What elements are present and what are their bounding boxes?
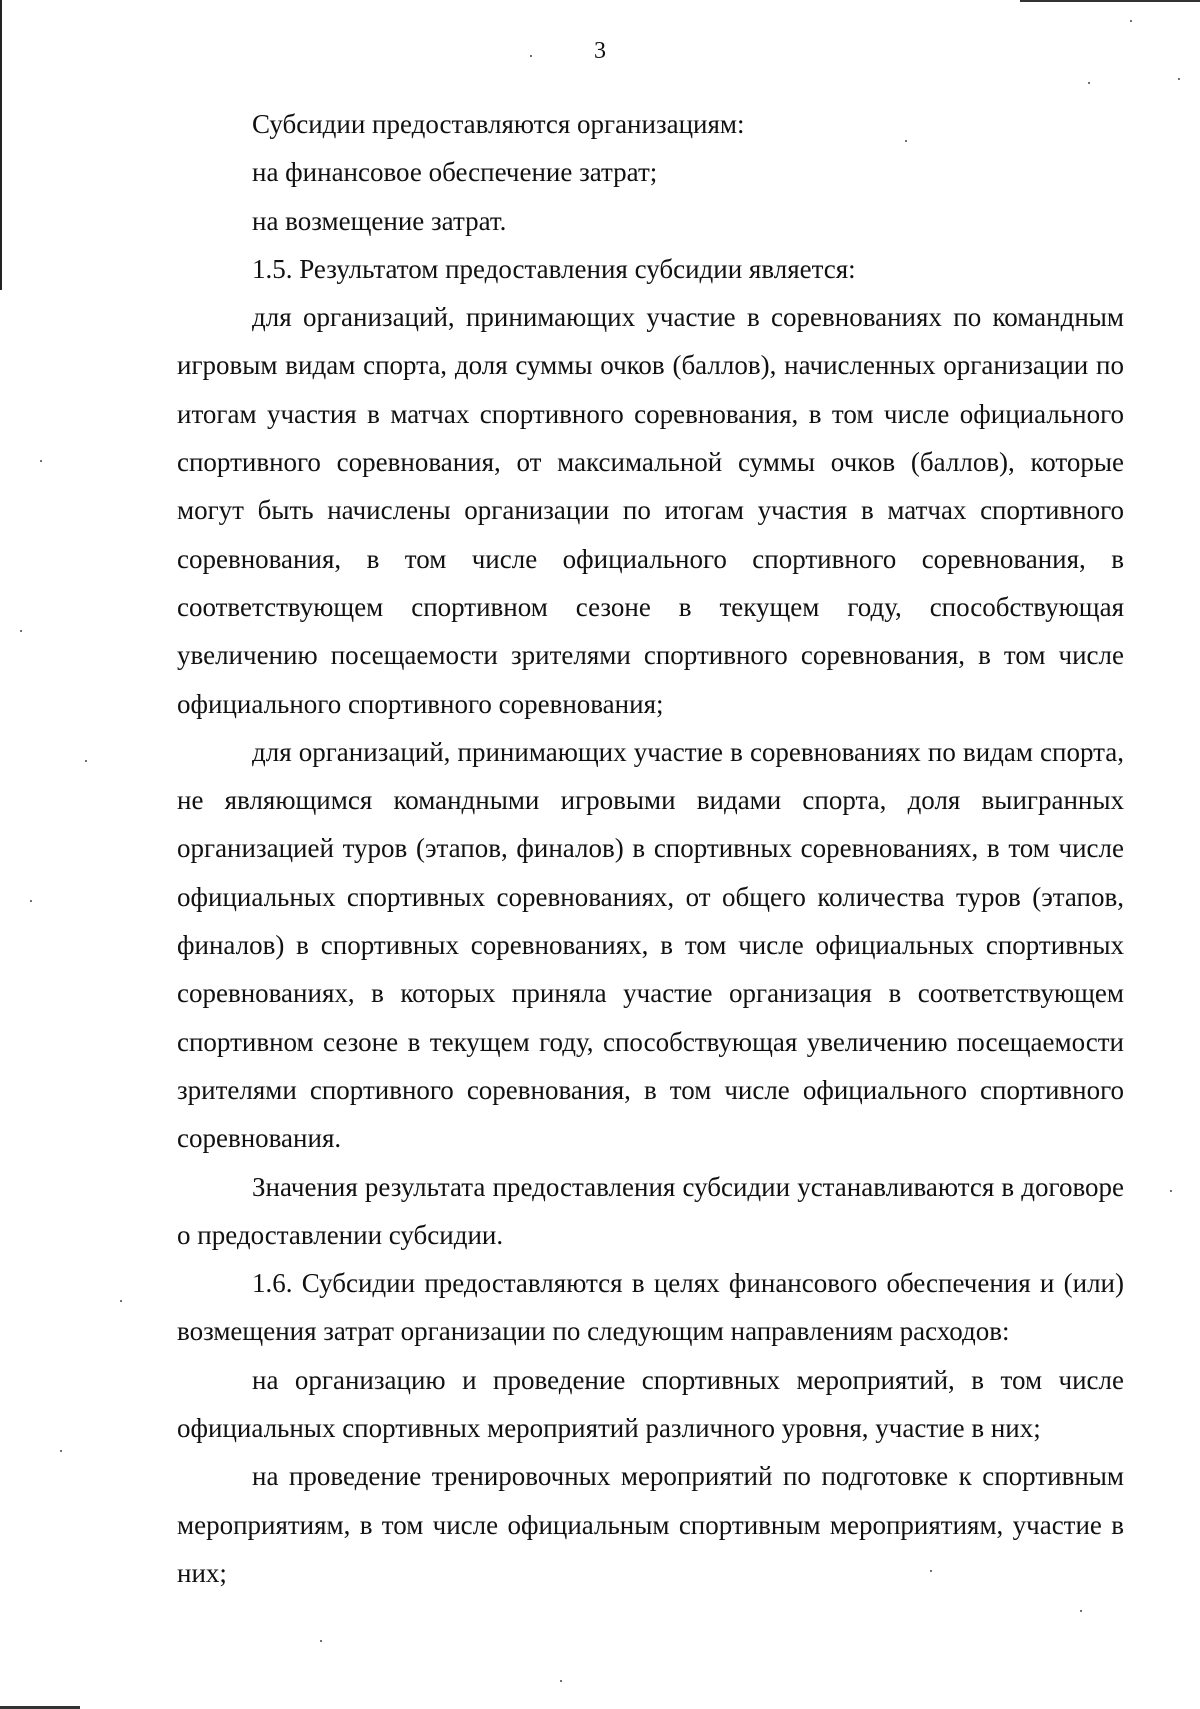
scan-edge-top — [1020, 0, 1200, 2]
scan-speck — [30, 900, 32, 902]
scan-speck — [320, 1640, 322, 1642]
scan-speck — [1088, 82, 1090, 84]
paragraph: на организацию и проведение спортивных мероприятий, в том числе официальных спортивных мероприятий различного уровня, участие в них; — [177, 1364, 1124, 1444]
scan-speck — [40, 460, 42, 462]
paragraph: для организаций, принимающих участие в соревнованиях по видам спорта, не являющимся командными игровыми видами спорта, доля выигранных организацией туров (этапов, финалов) в спортивных соревнованиях, в том числе официальных спортивных соревнованиях, от общего количества туров (этапов, финалов) в спортивных соревнованиях, в том числе официальных спортивных соревнованиях, в которых приняла участие организация в соответствующем спортивном сезоне в текущем году, способствующая увеличению посещаемости зрителями спортивного соревнования, в том числе официального спортивного соревнования. — [177, 736, 1124, 1154]
paragraph: Субсидии предоставляются организациям: — [252, 109, 745, 139]
paragraph: Значения результата предоставления субсидии устанавливаются в договоре о предоставлении субсидии. — [177, 1171, 1124, 1250]
paragraph: для организаций, принимающих участие в соревнованиях по командным игровым видам спорта, доля суммы очков (баллов), начисленных организации по итогам участия в матчах спортивного соревнования, в том числе официального спортивного соревнования, от максимальной суммы очков (баллов), которые могут быть начислены организации по итогам участия в матчах спортивного соревнования, в том числе официального спортивного соревнования, в соответствующем спортивном сезоне в текущем году, способствующая увеличению посещаемости зрителями спортивного соревнования, в том числе официального спортивного соревнования; — [177, 302, 1124, 719]
page-number: 3 — [594, 38, 606, 64]
paragraph: на финансовое обеспечение затрат; — [252, 157, 658, 188]
paragraph: на возмещение затрат. — [252, 205, 507, 236]
scan-speck — [560, 1680, 562, 1682]
paragraph: 1.5. Результатом предоставления субсидии является: — [252, 253, 856, 284]
scan-speck — [530, 55, 532, 57]
scan-speck — [60, 1450, 62, 1452]
scan-speck — [1178, 78, 1180, 80]
paragraph: на проведение тренировочных мероприятий по подготовке к спортивным мероприятиям, в том числе официальным спортивным мероприятиям, участие в них; — [177, 1461, 1124, 1588]
scan-speck — [1170, 1190, 1172, 1192]
scan-speck — [20, 630, 22, 632]
scan-speck — [120, 1300, 122, 1302]
scan-speck — [1080, 1610, 1082, 1612]
scan-speck — [1130, 20, 1132, 22]
scan-speck — [905, 140, 907, 142]
scan-speck — [930, 1570, 932, 1572]
document-body — [177, 100, 1124, 1597]
scan-speck — [85, 760, 87, 762]
paragraph: 1.6. Субсидии предоставляются в целях финансового обеспечения и (или) возмещения затрат организации по следующим направлениям расходов: — [177, 1268, 1124, 1347]
